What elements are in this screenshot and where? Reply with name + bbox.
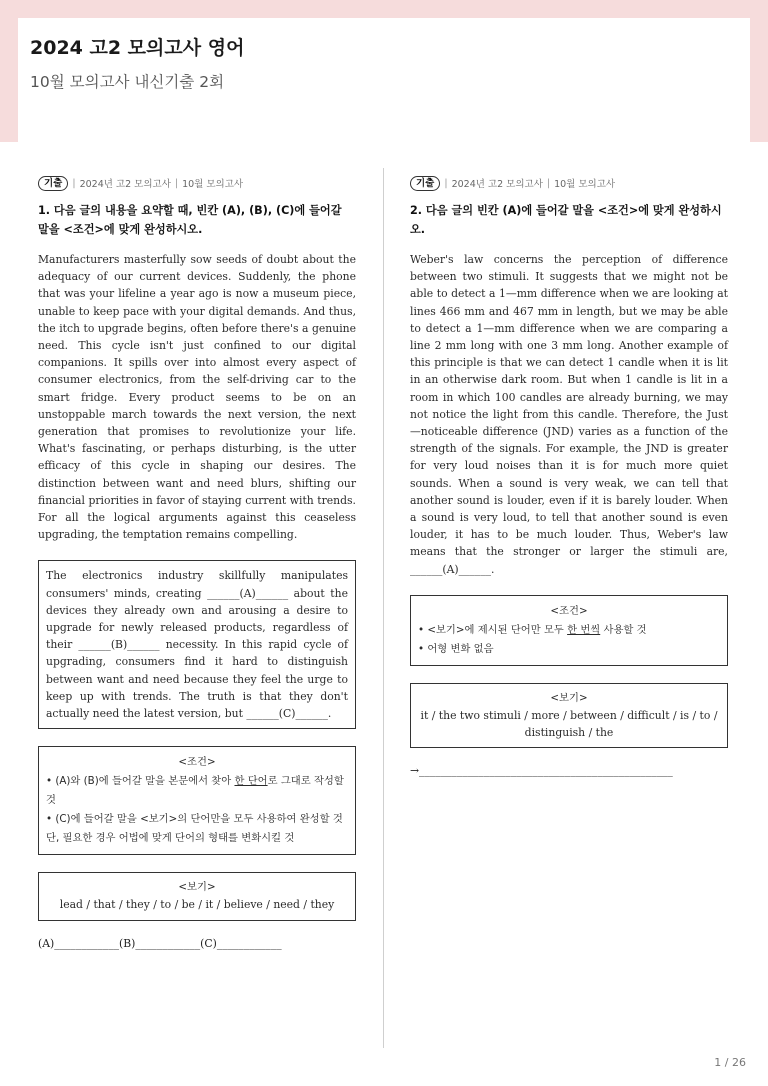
q1-passage: Manufacturers masterfully sow seeds of doubt about the adequacy of our current devices. Suddenly, the phone that was your lifeline a year ago is now a museum piece, unable to keep pace with your digital demands. And thus, the itch to upgrade begins, often before there's a genuine need. This cycle isn't just confined to our digital companions. It spills over into almost every aspect of consumer electronics, from the self-driving car to the smart fridge. Every product seems to be on an unstoppable march towards the next version, the next generation that promises to revolutionize your life. What's fascinating, or perhaps disturbing, is the utter efficacy of this cycle in shaping our desires. The distinction between want and need blurs, shifting our financial priorities in favor of staying current with trends. For all the logical arguments against this ceaseless upgrading, the temptation remains compelling. bbox=[38, 253, 356, 542]
q1-bogi-box bbox=[38, 872, 356, 920]
q2-condition-item-2: • 어형 변화 없음 bbox=[418, 642, 494, 655]
q2-bogi-box bbox=[410, 683, 728, 749]
q2-meta-year: 2024년 고2 모의고사 bbox=[451, 179, 543, 190]
q2-bogi-words: it / the two stimuli / more / between / difficult / is / to / distinguish / the bbox=[420, 709, 718, 740]
q2-meta-row bbox=[410, 175, 728, 191]
q1-meta-month: 10월 모의고사 bbox=[182, 179, 244, 190]
q1-condition-item-2: • (C)에 들어갈 말을 <보기>의 단어만을 모두 사용하여 완성할 것 단, 필요한 경우 어법에 맞게 단어의 형태를 변화시킬 것 bbox=[46, 813, 343, 845]
q1-conditions-heading: <조건> bbox=[178, 756, 216, 769]
q2-conditions-box bbox=[410, 595, 728, 666]
q2-meta-separator: | bbox=[546, 177, 551, 189]
q1-meta-row bbox=[38, 175, 356, 191]
q1-conditions-box bbox=[38, 746, 356, 855]
page-number: 1 / 26 bbox=[714, 1056, 746, 1069]
q1-meta-separator: | bbox=[72, 177, 76, 189]
q1-bogi-words: lead / that / they / to / be / it / believe / need / they bbox=[59, 898, 335, 912]
column-divider bbox=[383, 168, 384, 1048]
q1-answer-blanks: (A)____________(B)____________(C)____________ bbox=[38, 936, 282, 950]
q1-condition-item-1: • (A)와 (B)에 들어갈 말을 본문에서 찾아 한 단어로 그대로 작성할 것 bbox=[46, 775, 344, 807]
q1-tag-badge: 기출 bbox=[38, 176, 68, 191]
q2-condition-item-1: • <보기>에 제시된 단어만 모두 한 번씩 사용할 것 bbox=[418, 623, 647, 636]
q1-question: 1. 다음 글의 내용을 요약할 때, 빈칸 (A), (B), (C)에 들어갈 말을 <조건>에 맞게 완성하시오. bbox=[38, 204, 342, 236]
question-1 bbox=[38, 175, 356, 952]
q1-summary-box: The electronics industry skillfully manipulates consumers' minds, creating ______(A)______ about the devices they already own and arousing a desire to upgrade for newly released products, regardless of their ______(B)______ necessity. In this rapid cycle of upgrading, consumers find it hard to distinguish between want and need because they feel the urge to keep up with trends. The truth is that they don't actually need the latest version, but ______(C)______. bbox=[38, 560, 356, 729]
page-title: 2024 고2 모의고사 영어 bbox=[30, 37, 245, 59]
q2-bogi-heading: <보기> bbox=[550, 691, 588, 704]
q2-passage: Weber's law concerns the perception of difference between two stimuli. It suggests that we might not be able to detect a 1—mm difference when we are looking at lines 466 mm and 467 mm in length, but we may be able to detect a 1—mm difference when we are comparing a line 2 mm long with one 3 mm long. Another example of this principle is that we can detect 1 candle when it is lit in an otherwise dark room. But when 1 candle is lit in a room in which 100 candles are already burning, we may not notice the light from this candle. Therefore, the Just—noticeable difference (JND) varies as a function of the strength of the signals. For example, the JND is greater for very loud noises than it is for much more quiet sounds. When a sound is very weak, we can tell that another sound is louder, even if it is barely louder. When a sound is very loud, to tell that another sound is even louder, it has to be much louder. Thus, Weber's law means that the stronger or larger the stimuli are, ______(A)______. bbox=[410, 253, 728, 576]
q2-answer-line: →_______________________________________________ bbox=[410, 764, 673, 778]
q2-conditions-heading: <조건> bbox=[550, 604, 588, 617]
q1-meta-year: 2024년 고2 모의고사 bbox=[79, 179, 171, 190]
q2-tag-badge: 기출 bbox=[410, 176, 440, 191]
q1-meta-separator: | bbox=[174, 177, 179, 189]
page-subtitle: 10월 모의고사 내신기출 2회 bbox=[30, 73, 225, 91]
q2-meta-month: 10월 모의고사 bbox=[554, 179, 616, 190]
question-2 bbox=[410, 175, 728, 779]
q2-question: 2. 다음 글의 빈칸 (A)에 들어갈 말을 <조건>에 맞게 완성하시오. bbox=[410, 204, 722, 236]
q1-bogi-heading: <보기> bbox=[178, 881, 216, 894]
q2-meta-separator: | bbox=[444, 177, 448, 189]
